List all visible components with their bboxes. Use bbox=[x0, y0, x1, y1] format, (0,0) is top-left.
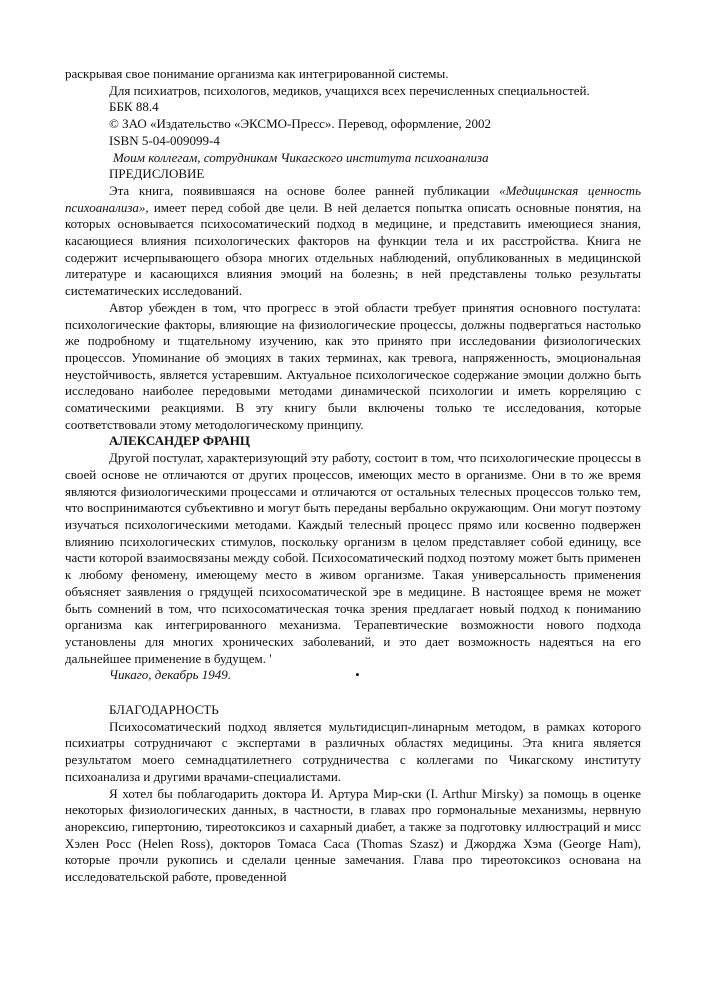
acknowledgements-paragraph-1: Психосоматический подход является мультидисцип-линарным методом, в рамках которого психиатры сотрудничают с экспертами в различных областях медицины. Эта книга является результатом моего семнадцатилетнего сотрудничества с коллегами по Чикагскому институту психоанализа и другими врачами-специалистами. bbox=[65, 718, 641, 784]
isbn-line: ISBN 5-04-009099-4 bbox=[109, 132, 220, 148]
preface-paragraph-1 bbox=[65, 183, 641, 300]
audience-line: Для психиатров, психологов, медиков, учащихся всех перечисленных специальностей. bbox=[109, 82, 590, 98]
bbk-code: ББК 88.4 bbox=[109, 99, 159, 115]
dateline bbox=[65, 667, 641, 684]
author-name: АЛЕКСАНДЕР ФРАНЦ bbox=[109, 433, 250, 449]
preface-p1-rest: имеет перед собой две цели. В ней делается попытка описать основные понятия, на которых основывается психосоматический подход в медицине, и представить имеющиеся знания, касающиеся влияния психологических факторов на функции тела и их расстройства. Книга не содержит исчерпывающего обзора многих отдельных наблюдений, опубликованных в медицинской литературе и касающихся влияния эмоций на болезнь; в ней представлены только результаты систематических исследований. bbox=[65, 199, 641, 299]
intro-tail: раскрывая свое понимание организма как интегрированной системы. bbox=[65, 66, 449, 81]
bullet-mark: • bbox=[355, 667, 360, 683]
section-gap bbox=[65, 684, 641, 702]
preface-p1-start: Эта книга, появившаяся на основе более ранней публикации bbox=[109, 182, 500, 198]
dedication: Моим коллегам, сотрудникам Чикагского института психоанализа bbox=[113, 149, 489, 165]
acknowledgements-heading: БЛАГОДАРНОСТЬ bbox=[109, 702, 219, 718]
preface-paragraph-2: Автор убежден в том, что прогресс в этой области требует принятия основного постулата: психологические факторы, влияющие на физиологические процессы, должны подвергаться настолько же подробному и тщательному изучению, как это принято при исследовании физиологических процессов. Упоминание об эмоциях в таких терминах, как тревога, напряженность, эмоциональная неустойчивость, является устаревшим. Актуальное психологическое содержание эмоции должно быть исследовано наиболее передовыми методами динамической психологии и иметь корреляцию с соматическими реакциями. В эту книгу были включены только те исследования, которые соответствовали этому методологическому принципу. bbox=[65, 299, 641, 432]
acknowledgements-paragraph-2: Я хотел бы поблагодарить доктора И. Артура Мир-ски (I. Arthur Mirsky) за помощь в оценке некоторых физиологических данных, в частности, в главах про гормональные механизмы, нервную анорексию, гипертонию, тиреотоксикоз и сахарный диабет, а также за подготовку иллюстраций и мисс Хэлен Росс (Helen Ross), докторов Томаса Саса (Thomas Szasz) и Джорджа Хэма (George Ham), которые прочли рукопись и сделали ценные замечания. Глава про тиреотоксикоз основана на исследовательской работе, проведенной bbox=[65, 785, 641, 885]
book-page bbox=[65, 66, 641, 886]
preface-paragraph-3: Другой постулат, характеризующий эту работу, состоит в том, что психологические процессы в своей основе не отличаются от других процессов, имеющих место в организме. Они в то же время являются физиологическими процессами и отличаются от остальных телесных процессов только тем, что воспринимаются субъективно и могут быть переданы вербально окружающим. Они могут поэтому изучаться психологическими методами. Каждый телесный процесс прямо или косвенно подвержен влиянию психологических стимулов, поскольку организм в целом представляет собой единицу, все части которой взаимосвязаны между собой. Психосоматический подход поэтому может быть применен к любому феномену, имеющему место в живом организме. Такая универсальность применения объясняет заявления о грядущей психосоматической эре в медицине. В настоящее время не может быть сомнений в том, что психосоматическая точка зрения предлагает новый подход к пониманию организма как интегрированного механизма. Терапевтические возможности нового подхода установлены для многих хронических заболеваний, и это дает возможность надеяться на его дальнейшее применение в будущем. ' bbox=[65, 450, 641, 666]
copyright-line: © ЗАО «Издательство «ЭКСМО-Пресс». Перевод, оформление, 2002 bbox=[109, 116, 491, 132]
preface-p1-title: «Медицинская ценность психоанализа», bbox=[65, 182, 641, 215]
preface-heading: ПРЕДИСЛОВИЕ bbox=[109, 166, 205, 182]
dateline-text: Чикаго, декабрь 1949. bbox=[109, 667, 232, 683]
